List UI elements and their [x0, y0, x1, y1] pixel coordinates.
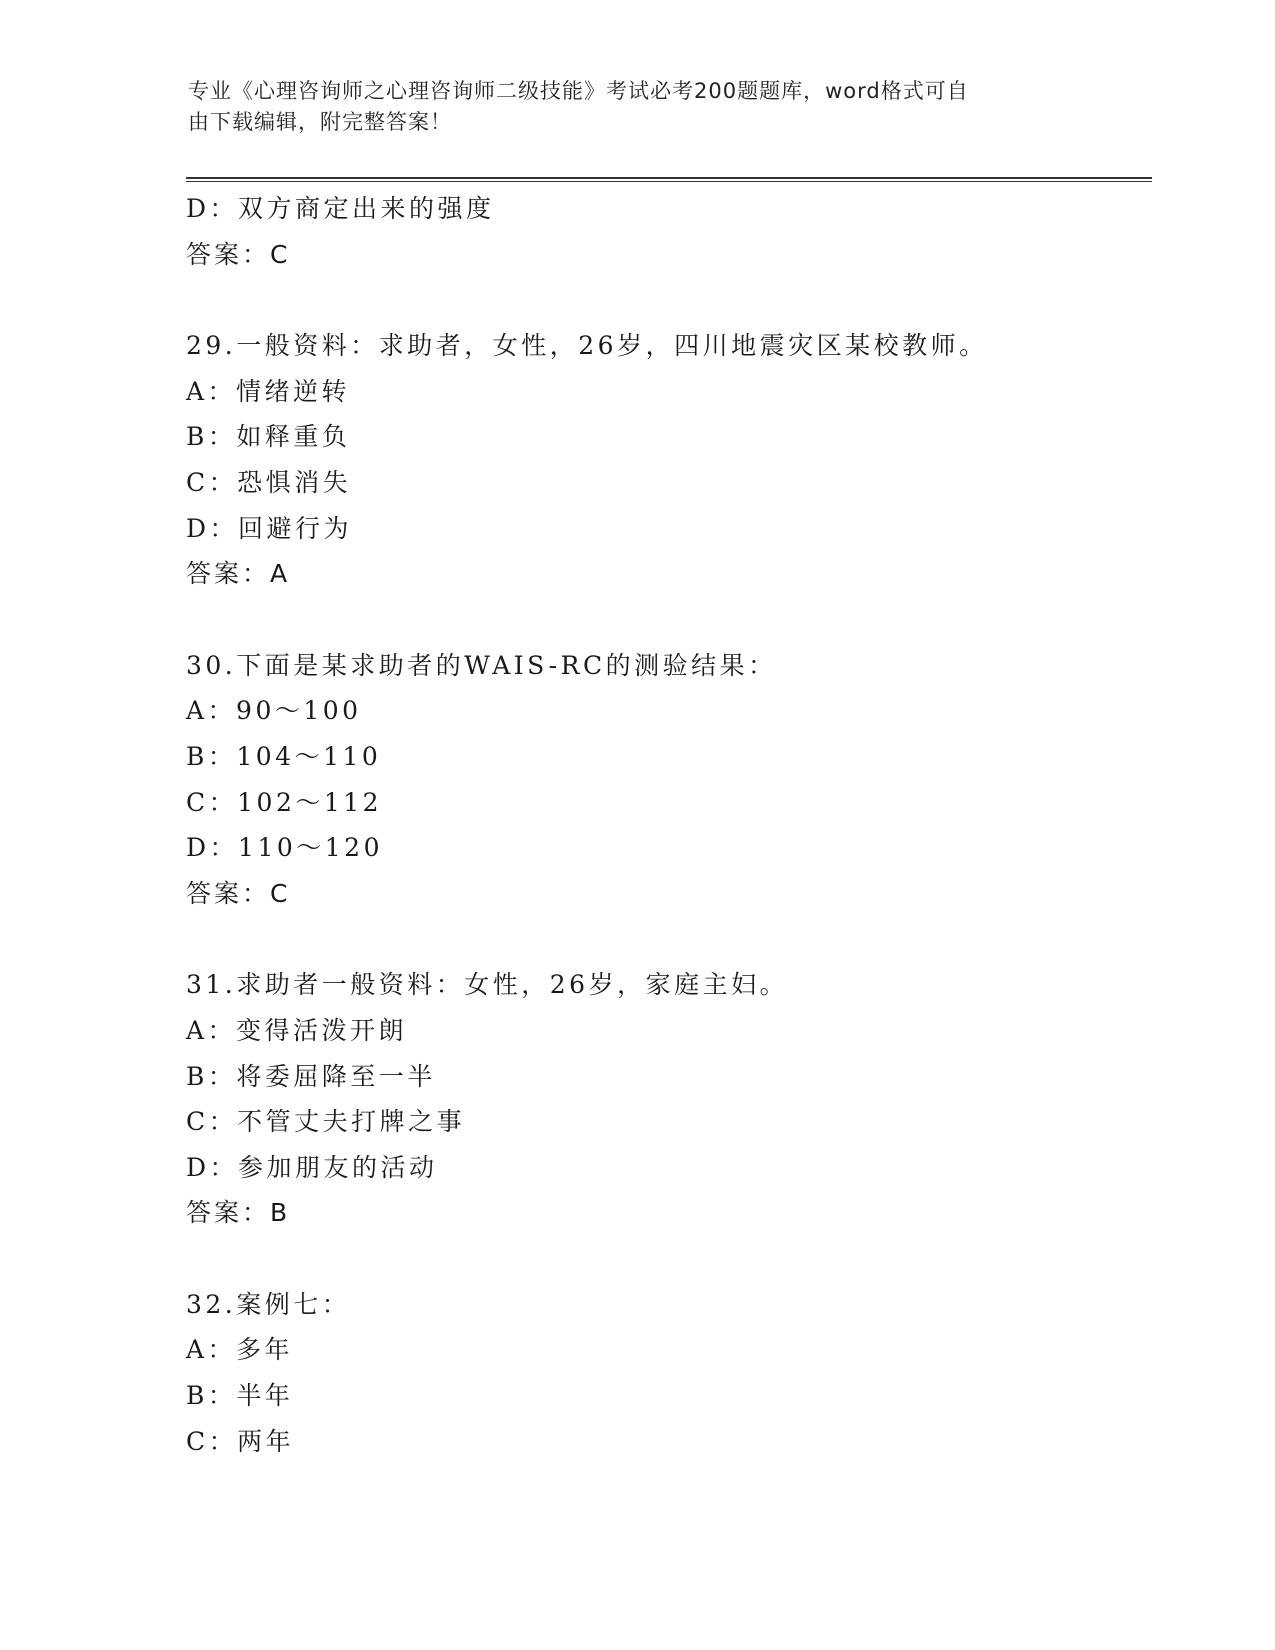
option-b: B：104～110 — [186, 741, 382, 771]
option-b: B：如释重负 — [186, 422, 351, 452]
option-d: D：双方商定出来的强度 — [186, 194, 495, 223]
option-a: A：多年 — [186, 1335, 294, 1365]
option-a: A：变得活泼开朗 — [186, 1015, 408, 1045]
header-divider — [186, 177, 1152, 182]
document-header — [188, 76, 1068, 138]
question-stem: 31.求助者一般资料：女性，26岁，家庭主妇。 — [186, 970, 789, 1000]
question-block-28 — [186, 186, 1146, 277]
answer-line: 答案：A — [186, 559, 291, 589]
question-stem: 30.下面是某求助者的WAIS-RC的测验结果： — [186, 650, 777, 680]
question-block-29 — [186, 323, 1146, 597]
answer-line: 答案：C — [186, 878, 291, 908]
option-c: C：102～112 — [186, 787, 383, 817]
option-a: A：情绪逆转 — [186, 376, 351, 406]
question-block-30 — [186, 643, 1146, 917]
answer-line: 答案：B — [186, 1198, 291, 1228]
option-b: B：将委屈降至一半 — [186, 1061, 436, 1091]
question-block-31 — [186, 962, 1146, 1236]
option-d: D：回避行为 — [186, 513, 353, 543]
option-d: D：参加朋友的活动 — [186, 1152, 438, 1182]
option-c: C：两年 — [186, 1426, 295, 1456]
header-line-1: 专业《心理咨询师之心理咨询师二级技能》考试必考200题题库，word格式可自 — [188, 79, 969, 103]
option-a: A：90～100 — [186, 696, 362, 726]
question-block-32 — [186, 1282, 1146, 1464]
question-stem: 32.案例七： — [186, 1289, 351, 1319]
option-d: D：110～120 — [186, 833, 383, 863]
question-list — [186, 186, 1146, 1464]
option-c: C：恐惧消失 — [186, 467, 352, 497]
header-line-2: 由下载编辑，附完整答案！ — [188, 110, 452, 134]
answer-line: 答案：C — [186, 239, 291, 269]
question-stem: 29.一般资料：求助者，女性，26岁，四川地震灾区某校教师。 — [186, 331, 988, 361]
option-c: C：不管丈夫打牌之事 — [186, 1107, 466, 1137]
option-b: B：半年 — [186, 1381, 294, 1411]
